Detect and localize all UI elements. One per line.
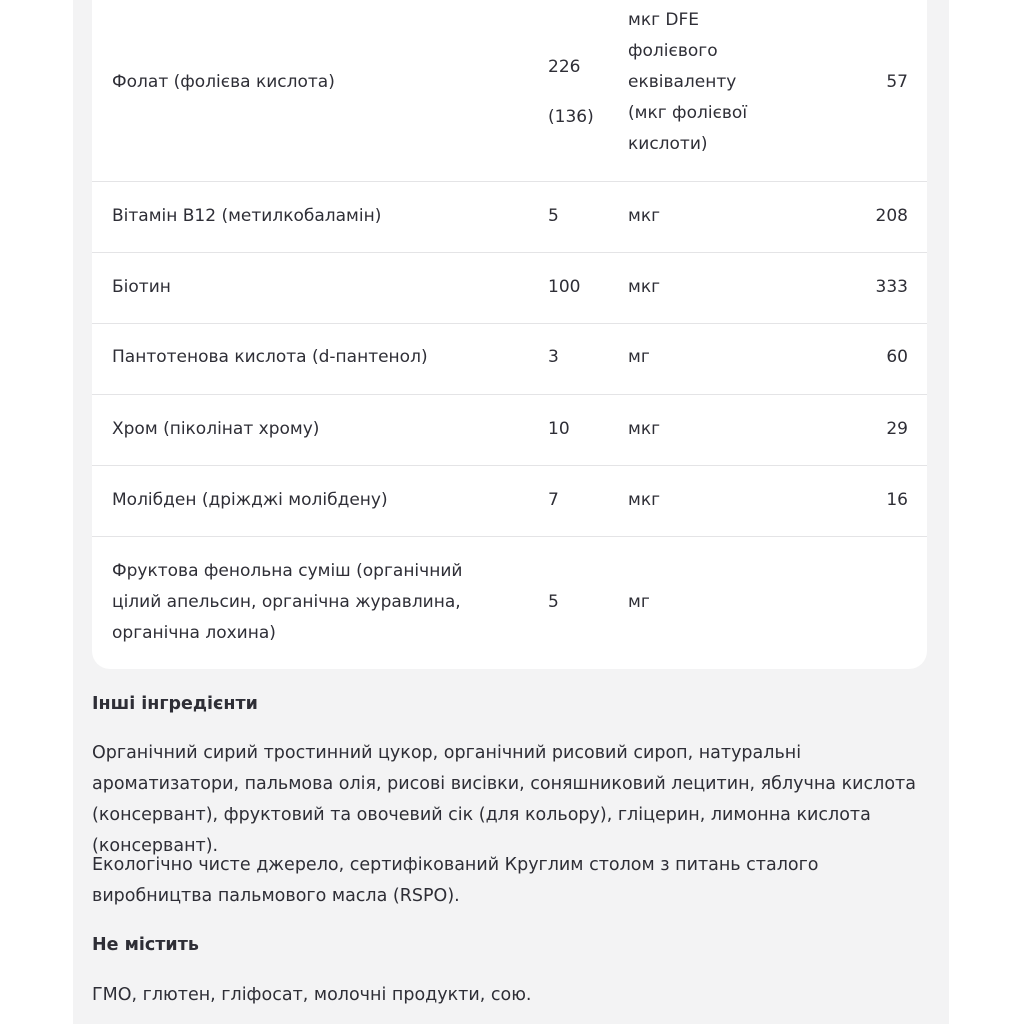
ingredient-name: Пантотенова кислота (d-пантенол): [112, 347, 428, 367]
table-row: [92, 394, 927, 466]
table-row: [92, 0, 927, 182]
amount-line: 226: [548, 57, 581, 77]
ingredient-amount: 10: [548, 419, 570, 439]
rspo-note: Екологічно чисте джерело, сертифікований Круглим столом з питань сталого виробництва пальмового масла (RSPO).: [92, 855, 819, 906]
table-row: [92, 465, 927, 537]
daily-value: 208: [875, 206, 908, 226]
ingredient-amount: 3: [548, 347, 559, 367]
ingredient-unit: мкг: [628, 419, 661, 439]
other-ingredients-text: Органічний сирий тростинний цукор, органічний рисовий сироп, натуральні ароматизатори, пальмова олія, рисові висівки, соняшниковий лецитин, яблучна кислота (консервант), фруктовий та овочевий сік (для кольору), гліцерин, лимонна кислота (консервант).: [92, 743, 916, 856]
ingredient-unit: мкг: [628, 490, 661, 510]
ingredient-unit: мкг: [628, 206, 661, 226]
table-row: [92, 181, 927, 253]
ingredient-amount: 5: [548, 592, 559, 612]
table-row: [92, 323, 927, 395]
ingredient-amount: [548, 42, 608, 142]
ingredient-unit: мг: [628, 347, 650, 367]
daily-value: 333: [875, 277, 908, 297]
daily-value: 16: [886, 490, 908, 510]
daily-value: 60: [886, 347, 908, 367]
supplement-facts-table: [92, 0, 927, 669]
ingredient-unit: мг: [628, 592, 650, 612]
ingredient-amount: 100: [548, 277, 581, 297]
other-ingredients-heading: Інші інгредієнти: [92, 694, 258, 714]
unit-line: (мкг фолієвої: [628, 103, 748, 123]
ingredient-unit: мкг: [628, 277, 661, 297]
ingredient-name: Біотин: [112, 277, 171, 297]
ingredient-amount: 5: [548, 206, 559, 226]
ingredient-name: Фруктова фенольна суміш (органічний цілий апельсин, органічна журавлина, органічна лохина): [112, 561, 463, 643]
ingredient-amount: 7: [548, 490, 559, 510]
table-row: [92, 252, 927, 324]
ingredient-name: Вітамін B12 (метилкобаламін): [112, 206, 382, 226]
free-from-text: ГМО, глютен, гліфосат, молочні продукти, сою.: [92, 985, 532, 1005]
ingredient-name: Хром (піколінат хрому): [112, 419, 320, 439]
unit-line: еквіваленту: [628, 72, 737, 92]
daily-value: 57: [886, 72, 908, 92]
table-row: [92, 536, 927, 669]
unit-line: мкг DFE: [628, 10, 700, 30]
amount-line: (136): [548, 107, 594, 127]
daily-value: 29: [886, 419, 908, 439]
unit-line: фолієвого: [628, 41, 718, 61]
ingredient-unit: [628, 5, 788, 160]
unit-line: кислоти): [628, 134, 708, 154]
ingredient-name: Фолат (фолієва кислота): [112, 72, 335, 92]
free-from-heading: Не містить: [92, 935, 199, 955]
ingredient-name: Молібден (дріжджі молібдену): [112, 490, 388, 510]
